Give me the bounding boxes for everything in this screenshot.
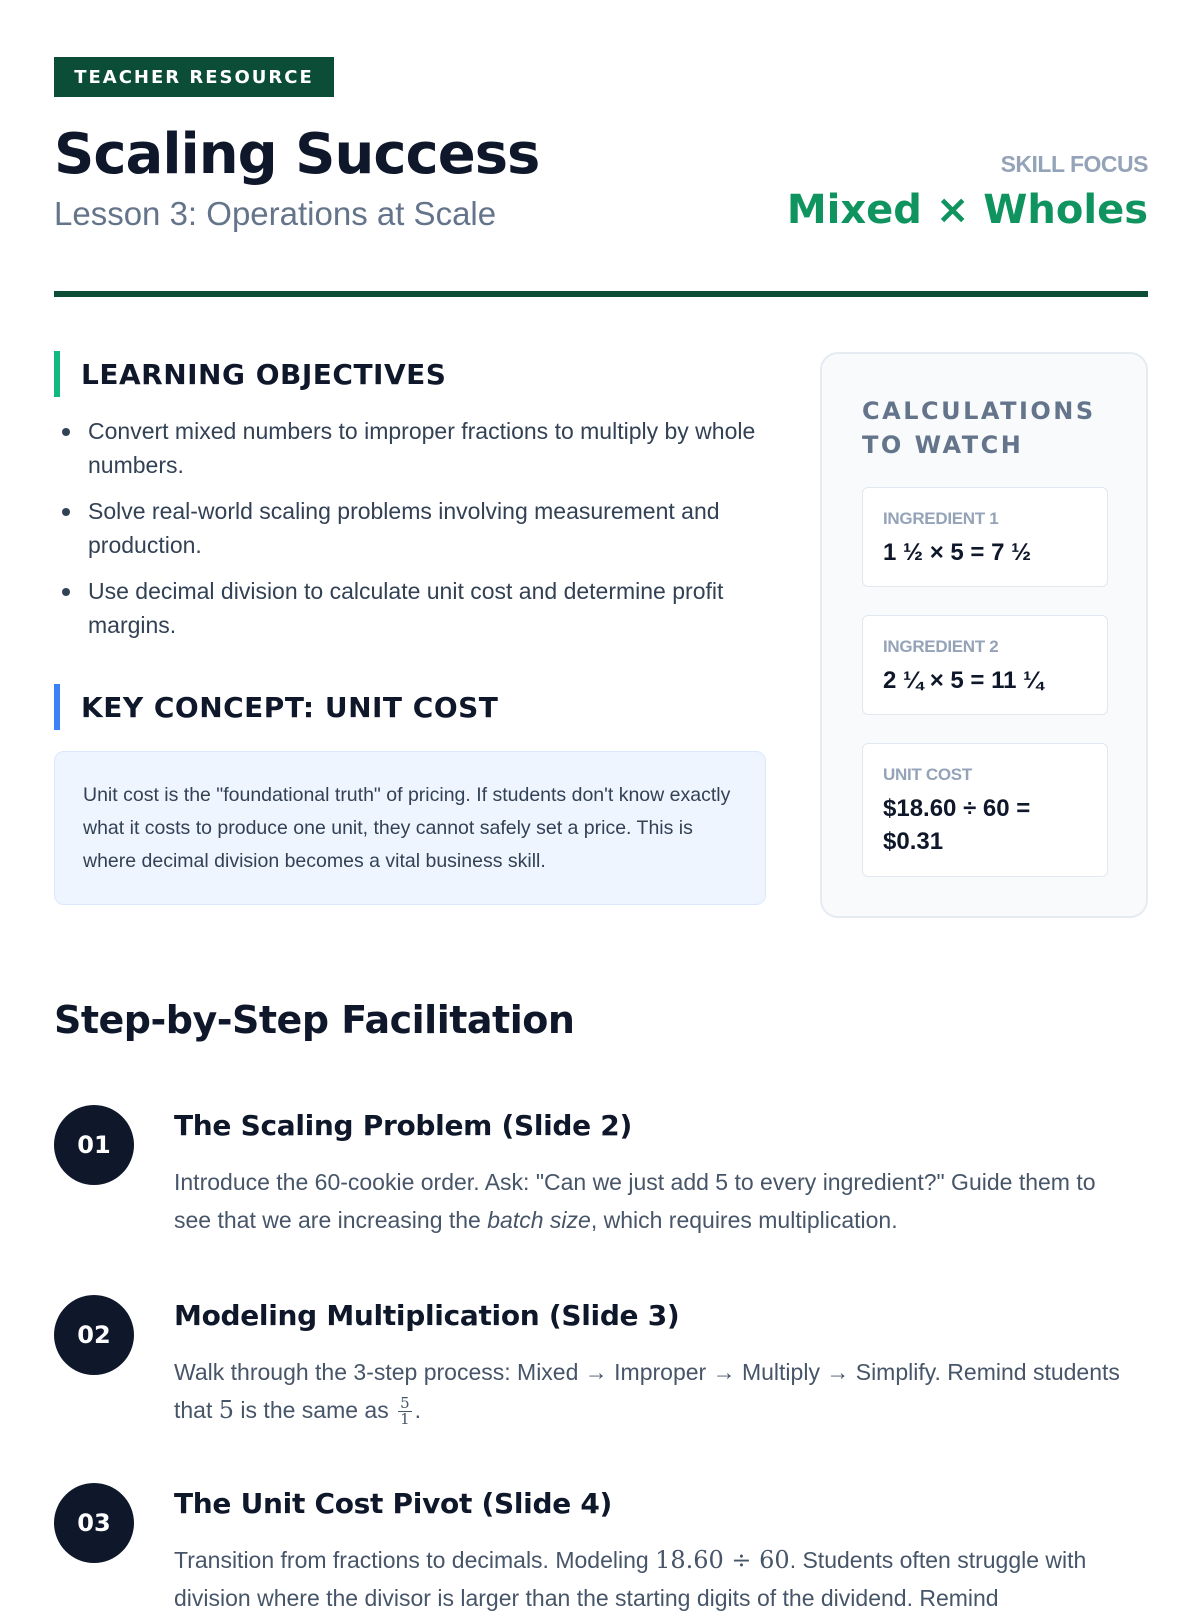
- lesson-subtitle: Lesson 3: Operations at Scale: [54, 195, 497, 232]
- calculations-title: CALCULATIONS TO WATCH: [862, 397, 1096, 459]
- bullet-icon: [62, 428, 70, 436]
- objective-text: Convert mixed numbers to improper fractions to multiply by whole numbers.: [88, 418, 756, 478]
- objective-text: Solve real-world scaling problems involving measurement and production.: [88, 498, 720, 558]
- step-body-text: Walk through the 3-step process: Mixed → Improper → Multiply → Simplify. Remind students that: [174, 1359, 1120, 1423]
- calc-value: $18.60 ÷ 60 = $0.31: [883, 795, 1031, 855]
- header-divider: [54, 291, 1148, 297]
- step-number-badge: 02: [54, 1295, 134, 1375]
- step-body-text: . Students often struggle with division where the divisor is larger than the starting digits of the dividend. Remind: [174, 1547, 1087, 1611]
- objective-item: [54, 414, 774, 482]
- math-expression: 5: [218, 1396, 235, 1424]
- objectives-heading: [54, 351, 754, 397]
- calc-card-ingredient-1: [862, 487, 1108, 587]
- calculations-card: [820, 352, 1148, 918]
- teacher-resource-badge: TEACHER RESOURCE: [54, 57, 334, 97]
- objective-text: Use decimal division to calculate unit cost and determine profit margins.: [88, 578, 724, 638]
- objective-item: [54, 494, 774, 562]
- step-heading: Modeling Multiplication (Slide 3): [174, 1299, 680, 1332]
- key-concept-heading-text: KEY CONCEPT: UNIT COST: [81, 690, 499, 724]
- step-body-text: Introduce the 60-cookie order. Ask: "Can we just add 5 to every ingredient?" Guide them to see that we are increasing the: [174, 1169, 1096, 1233]
- step-number-badge: 03: [54, 1483, 134, 1563]
- calc-label: INGREDIENT 1: [883, 509, 999, 528]
- step-number-badge: 01: [54, 1105, 134, 1185]
- step-body: [174, 1353, 1134, 1429]
- bullet-icon: [62, 508, 70, 516]
- step-body-emphasis: batch size: [487, 1207, 591, 1233]
- step-body-text: , which requires multiplication.: [590, 1207, 898, 1233]
- calc-value: 1 ½ × 5 = 7 ½: [883, 539, 1032, 566]
- calc-value: 2 ¼ × 5 = 11 ¼: [883, 667, 1044, 694]
- math-expression: 18.60 ÷ 60: [655, 1546, 790, 1574]
- page-title: Scaling Success: [54, 122, 540, 187]
- calc-label: UNIT COST: [883, 765, 972, 784]
- key-concept-box: Unit cost is the "foundational truth" of pricing. If students don't know exactly what it costs to produce one unit, they cannot safely set a price. This is where decimal division becomes a vital business skill.: [54, 751, 766, 905]
- step-body-text: .: [414, 1397, 422, 1423]
- fraction: [398, 1396, 412, 1427]
- objective-item: [54, 574, 774, 642]
- skill-focus-label: SKILL FOCUS: [1000, 151, 1148, 177]
- step-heading: The Scaling Problem (Slide 2): [174, 1109, 632, 1142]
- step-body-text: is the same as: [234, 1397, 396, 1423]
- bullet-icon: [62, 588, 70, 596]
- concept-accent-bar: [54, 684, 60, 730]
- step-heading: The Unit Cost Pivot (Slide 4): [174, 1487, 613, 1520]
- fraction-denominator: 1: [400, 1410, 410, 1429]
- calc-card-unit-cost: [862, 743, 1108, 877]
- fraction-numerator: 5: [400, 1394, 410, 1413]
- objectives-list: [54, 414, 774, 654]
- objectives-accent-bar: [54, 351, 60, 397]
- calc-label: INGREDIENT 2: [883, 637, 999, 656]
- steps-title: Step-by-Step Facilitation: [54, 998, 575, 1042]
- step-body: [174, 1163, 1134, 1239]
- skill-focus-value: Mixed × Wholes: [786, 187, 1148, 233]
- objectives-heading-text: LEARNING OBJECTIVES: [81, 357, 447, 391]
- step-body: [174, 1541, 1134, 1617]
- calc-card-ingredient-2: [862, 615, 1108, 715]
- step-body-text: Transition from fractions to decimals. Modeling: [174, 1547, 656, 1573]
- key-concept-heading: [54, 684, 754, 730]
